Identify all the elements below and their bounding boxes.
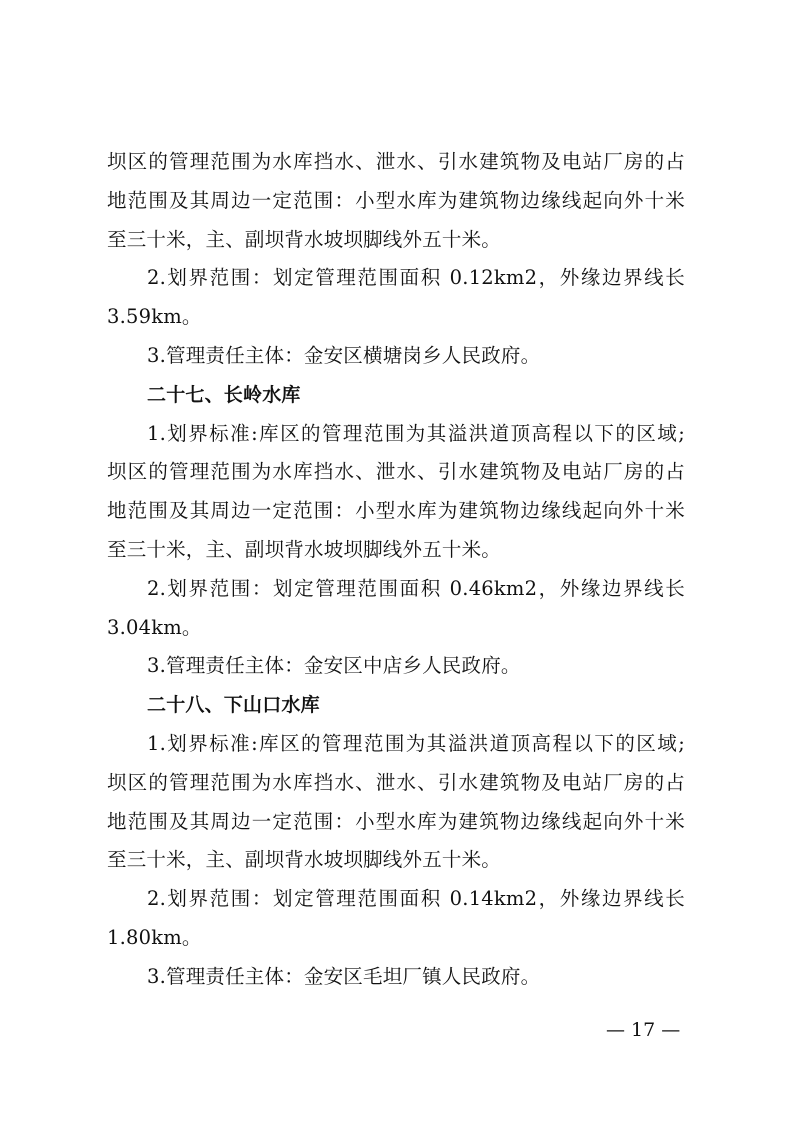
body-line: 至三十米，主、副坝背水坡坝脚线外五十米。 — [107, 848, 502, 872]
standard-paragraph: 1.划界标准:库区的管理范围为其溢洪道顶高程以下的区域; — [147, 731, 685, 755]
page-number: — 17 — — [606, 1019, 681, 1041]
body-line: 地范围及其周边一定范围：小型水库为建筑物边缘线起向外十米 — [107, 188, 685, 212]
body-line: 至三十米，主、副坝背水坡坝脚线外五十米。 — [107, 537, 502, 561]
responsibility-paragraph: 3.管理责任主体：金安区横塘岗乡人民政府。 — [147, 343, 541, 367]
responsibility-paragraph: 3.管理责任主体：金安区中店乡人民政府。 — [147, 654, 521, 678]
body-line: 至三十米，主、副坝背水坡坝脚线外五十米。 — [107, 227, 502, 251]
standard-paragraph: 1.划界标准:库区的管理范围为其溢洪道顶高程以下的区域; — [147, 421, 685, 445]
page-content — [107, 143, 685, 997]
body-line: 坝区的管理范围为水库挡水、泄水、引水建筑物及电站厂房的占 — [107, 770, 685, 794]
body-line: 坝区的管理范围为水库挡水、泄水、引水建筑物及电站厂房的占 — [107, 150, 685, 173]
section-heading: 二十七、长岭水库 — [147, 383, 301, 406]
scope-paragraph-continued: 3.59km。 — [107, 305, 202, 329]
body-line: 坝区的管理范围为水库挡水、泄水、引水建筑物及电站厂房的占 — [107, 460, 685, 484]
section-heading: 二十八、下山口水库 — [147, 694, 320, 717]
responsibility-paragraph: 3.管理责任主体：金安区毛坦厂镇人民政府。 — [147, 964, 541, 988]
body-line: 地范围及其周边一定范围：小型水库为建筑物边缘线起向外十米 — [107, 499, 685, 523]
scope-paragraph: 2.划界范围：划定管理范围面积 0.14km2，外缘边界线长 — [147, 887, 685, 911]
scope-paragraph: 2.划界范围：划定管理范围面积 0.12km2，外缘边界线长 — [147, 266, 685, 290]
scope-paragraph: 2.划界范围：划定管理范围面积 0.46km2，外缘边界线长 — [147, 576, 685, 600]
scope-paragraph-continued: 3.04km。 — [107, 615, 202, 639]
body-line: 地范围及其周边一定范围：小型水库为建筑物边缘线起向外十米 — [107, 809, 685, 833]
scope-paragraph-continued: 1.80km。 — [107, 925, 202, 949]
